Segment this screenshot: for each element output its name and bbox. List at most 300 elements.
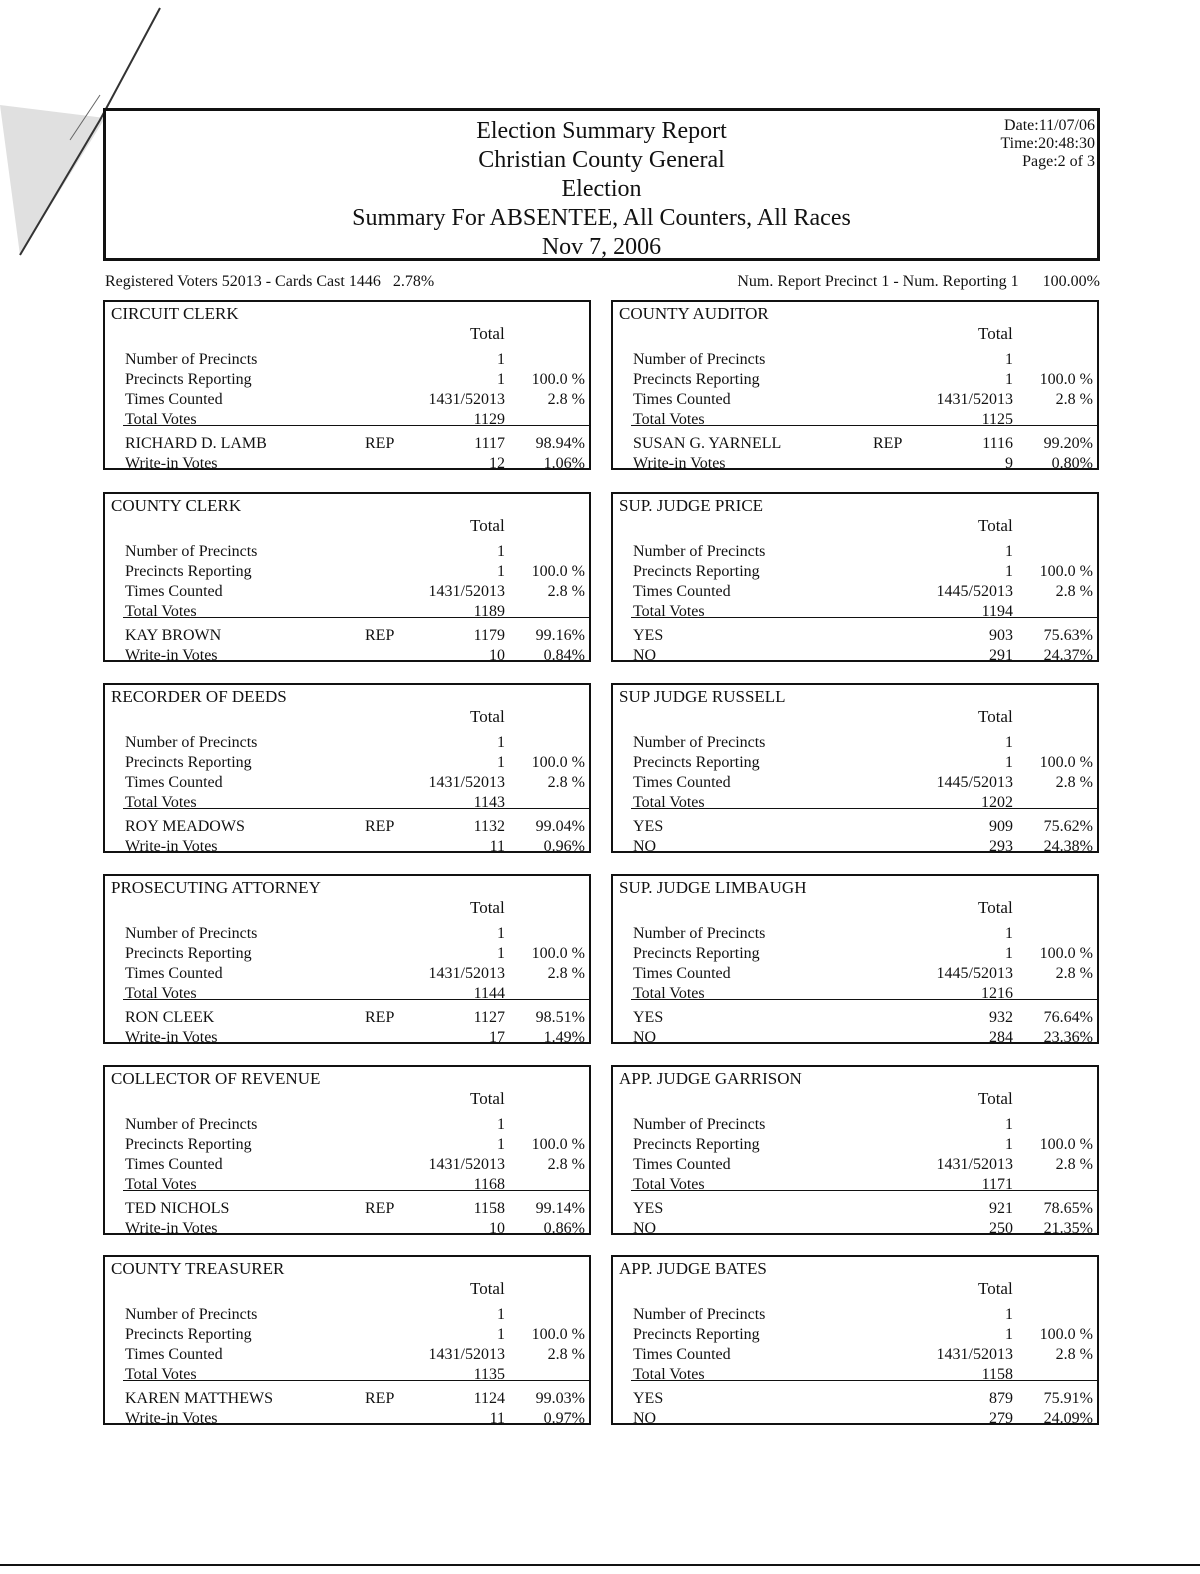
race-title: COUNTY CLERK <box>111 496 242 515</box>
row-value: 1 <box>1005 1326 1013 1343</box>
race-title: COUNTY AUDITOR <box>619 304 769 323</box>
num-precincts-row <box>633 924 1093 944</box>
total-column-header: Total <box>978 707 1013 726</box>
row-value: 1194 <box>981 603 1013 620</box>
candidate-row <box>125 1389 585 1409</box>
party-label: REP <box>873 435 903 452</box>
row-value: 12 <box>489 455 505 472</box>
row-label: Total Votes <box>633 411 705 428</box>
times-counted-row <box>125 1155 585 1175</box>
row-label: Times Counted <box>633 1346 731 1363</box>
total-votes-row <box>633 793 1093 813</box>
row-value: 1127 <box>473 1009 505 1026</box>
row-percent: 21.35% <box>1043 1220 1093 1237</box>
row-label: Write-in Votes <box>125 1029 218 1046</box>
row-percent: 0.84% <box>543 647 585 664</box>
row-value: 1158 <box>473 1200 505 1217</box>
row-label: Times Counted <box>125 774 223 791</box>
candidate-row <box>125 837 585 857</box>
row-value: 17 <box>489 1029 505 1046</box>
row-label: KAY BROWN <box>125 627 222 644</box>
race-box <box>611 1065 1099 1235</box>
row-value: 1132 <box>473 818 505 835</box>
row-label: Total Votes <box>633 1366 705 1383</box>
row-label: Total Votes <box>125 794 197 811</box>
row-percent: 0.80% <box>1051 455 1093 472</box>
results-divider <box>631 425 1097 426</box>
row-label: Total Votes <box>633 603 705 620</box>
row-label: Total Votes <box>633 985 705 1002</box>
row-value: 1 <box>1005 754 1013 771</box>
race-box <box>611 874 1099 1044</box>
race-title: COLLECTOR OF REVENUE <box>111 1069 321 1088</box>
row-percent: 2.8 % <box>1055 1156 1093 1173</box>
row-percent: 76.64% <box>1043 1009 1093 1026</box>
candidate-row <box>633 1389 1093 1409</box>
row-label: YES <box>633 627 664 644</box>
row-value: 1 <box>497 945 505 962</box>
race-box <box>103 683 591 853</box>
row-value: 1445/52013 <box>936 774 1013 791</box>
candidate-row <box>633 1199 1093 1219</box>
total-votes-row <box>125 602 585 622</box>
total-column-header: Total <box>978 1279 1013 1298</box>
candidate-row <box>633 1219 1093 1239</box>
row-percent: 2.8 % <box>547 391 585 408</box>
total-column-header: Total <box>978 324 1013 343</box>
row-percent: 75.63% <box>1043 627 1093 644</box>
row-value: 1 <box>1005 563 1013 580</box>
row-value: 10 <box>489 1220 505 1237</box>
times-counted-row <box>633 964 1093 984</box>
row-label: Number of Precincts <box>125 351 258 368</box>
row-value: 284 <box>989 1029 1013 1046</box>
total-votes-row <box>125 793 585 813</box>
candidate-row <box>633 1409 1093 1429</box>
results-divider <box>123 808 589 809</box>
precincts-reporting-row <box>633 944 1093 964</box>
race-box <box>611 1255 1099 1425</box>
race-title: APP. JUDGE BATES <box>619 1259 767 1278</box>
row-value: 1144 <box>473 985 505 1002</box>
row-percent: 100.0 % <box>531 371 585 388</box>
row-value: 1 <box>1005 371 1013 388</box>
row-label: Times Counted <box>125 1156 223 1173</box>
report-election-name: Christian County General <box>478 147 725 173</box>
times-counted-row <box>633 1155 1093 1175</box>
report-time: Time:20:48:30 <box>1000 135 1095 152</box>
results-divider <box>631 1380 1097 1381</box>
row-value: 1431/52013 <box>428 1346 505 1363</box>
row-percent: 99.04% <box>535 818 585 835</box>
party-label: REP <box>365 1009 395 1026</box>
row-percent: 100.0 % <box>1039 371 1093 388</box>
candidate-row <box>125 646 585 666</box>
num-precincts-row <box>633 1305 1093 1325</box>
row-percent: 100.0 % <box>1039 945 1093 962</box>
row-percent: 2.8 % <box>547 965 585 982</box>
row-percent: 75.91% <box>1043 1390 1093 1407</box>
total-votes-row <box>633 1365 1093 1385</box>
num-precincts-row <box>125 733 585 753</box>
row-value: 1 <box>1005 543 1013 560</box>
num-precincts-row <box>125 1305 585 1325</box>
race-box <box>611 300 1099 470</box>
row-label: Number of Precincts <box>633 734 766 751</box>
candidate-row <box>633 1008 1093 1028</box>
row-percent: 100.0 % <box>531 1326 585 1343</box>
row-label: RICHARD D. LAMB <box>125 435 267 452</box>
row-percent: 2.8 % <box>547 1156 585 1173</box>
row-value: 11 <box>489 1410 505 1427</box>
row-percent: 100.0 % <box>1039 563 1093 580</box>
row-label: Write-in Votes <box>633 455 726 472</box>
race-title: SUP. JUDGE PRICE <box>619 496 764 515</box>
race-title: SUP JUDGE RUSSELL <box>619 687 786 706</box>
party-label: REP <box>365 627 395 644</box>
race-title: CIRCUIT CLERK <box>111 304 239 323</box>
row-label: NO <box>633 647 657 664</box>
row-label: Number of Precincts <box>633 543 766 560</box>
row-percent: 2.8 % <box>1055 774 1093 791</box>
precincts-reporting-row <box>125 370 585 390</box>
race-box <box>103 492 591 662</box>
total-column-header: Total <box>978 898 1013 917</box>
row-percent: 24.09% <box>1043 1410 1093 1427</box>
party-label: REP <box>365 818 395 835</box>
row-value: 1117 <box>474 435 505 452</box>
row-value: 9 <box>1005 455 1013 472</box>
total-column-header: Total <box>470 707 505 726</box>
row-value: 903 <box>989 627 1013 644</box>
row-label: Precincts Reporting <box>125 563 252 580</box>
candidate-row <box>125 454 585 474</box>
row-label: RON CLEEK <box>125 1009 215 1026</box>
row-value: 1 <box>1005 734 1013 751</box>
row-label: NO <box>633 1029 657 1046</box>
row-percent: 100.0 % <box>1039 1136 1093 1153</box>
row-label: Total Votes <box>633 1176 705 1193</box>
report-election-date: Nov 7, 2006 <box>541 234 662 260</box>
race-title: PROSECUTING ATTORNEY <box>111 878 321 897</box>
row-value: 1179 <box>473 627 505 644</box>
row-percent: 98.94% <box>535 435 585 452</box>
row-label: Number of Precincts <box>125 1116 258 1133</box>
row-value: 1 <box>497 1136 505 1153</box>
row-value: 1431/52013 <box>936 1156 1013 1173</box>
row-percent: 24.38% <box>1043 838 1093 855</box>
registered-voters-summary: Registered Voters 52013 - Cards Cast 1446 2.78% <box>105 273 435 290</box>
candidate-row <box>125 1028 585 1048</box>
total-votes-row <box>125 1365 585 1385</box>
row-label: Precincts Reporting <box>633 1136 760 1153</box>
num-precincts-row <box>125 542 585 562</box>
row-value: 1 <box>1005 1116 1013 1133</box>
race-title: COUNTY TREASURER <box>111 1259 285 1278</box>
party-label: REP <box>365 435 395 452</box>
precincts-reporting-row <box>633 370 1093 390</box>
row-value: 1202 <box>981 794 1013 811</box>
candidate-row <box>125 1008 585 1028</box>
row-percent: 0.97% <box>543 1410 585 1427</box>
row-value: 1 <box>497 1116 505 1133</box>
total-column-header: Total <box>470 516 505 535</box>
race-title: RECORDER OF DEEDS <box>111 687 287 706</box>
row-value: 1431/52013 <box>428 965 505 982</box>
candidate-row <box>125 1219 585 1239</box>
candidate-row <box>633 1028 1093 1048</box>
row-label: Total Votes <box>125 411 197 428</box>
candidate-row <box>633 837 1093 857</box>
race-box <box>103 300 591 470</box>
row-label: Times Counted <box>633 391 731 408</box>
row-value: 1171 <box>981 1176 1013 1193</box>
precincts-reporting-row <box>125 753 585 773</box>
row-value: 1431/52013 <box>936 1346 1013 1363</box>
results-divider <box>123 999 589 1000</box>
candidate-row <box>125 817 585 837</box>
report-header <box>103 108 1100 261</box>
total-column-header: Total <box>470 1089 505 1108</box>
party-label: REP <box>365 1200 395 1217</box>
times-counted-row <box>125 390 585 410</box>
precincts-reporting-row <box>633 562 1093 582</box>
results-divider <box>631 999 1097 1000</box>
total-column-header: Total <box>978 1089 1013 1108</box>
row-percent: 100.0 % <box>1039 754 1093 771</box>
row-percent: 1.49% <box>543 1029 585 1046</box>
num-precincts-row <box>125 350 585 370</box>
row-value: 11 <box>489 838 505 855</box>
row-label: Write-in Votes <box>125 1220 218 1237</box>
race-title: SUP. JUDGE LIMBAUGH <box>619 878 807 897</box>
row-label: Precincts Reporting <box>633 371 760 388</box>
race-box <box>103 1065 591 1235</box>
row-value: 10 <box>489 647 505 664</box>
row-percent: 2.8 % <box>547 1346 585 1363</box>
row-label: Number of Precincts <box>125 734 258 751</box>
row-label: Times Counted <box>125 965 223 982</box>
total-votes-row <box>125 984 585 1004</box>
total-column-header: Total <box>470 1279 505 1298</box>
row-label: SUSAN G. YARNELL <box>633 435 782 452</box>
precincts-reporting-row <box>633 753 1093 773</box>
row-percent: 98.51% <box>535 1009 585 1026</box>
row-value: 921 <box>989 1200 1013 1217</box>
total-votes-row <box>125 1175 585 1195</box>
row-label: KAREN MATTHEWS <box>125 1390 273 1407</box>
precincts-reporting-row <box>125 944 585 964</box>
row-label: Number of Precincts <box>633 1116 766 1133</box>
row-value: 1129 <box>473 411 505 428</box>
results-divider <box>123 1190 589 1191</box>
row-label: Precincts Reporting <box>125 754 252 771</box>
total-votes-row <box>633 984 1093 1004</box>
row-label: Write-in Votes <box>125 647 218 664</box>
results-divider <box>123 425 589 426</box>
total-votes-row <box>633 1175 1093 1195</box>
row-percent: 75.62% <box>1043 818 1093 835</box>
race-box <box>611 492 1099 662</box>
row-label: Times Counted <box>633 1156 731 1173</box>
candidate-row <box>125 626 585 646</box>
row-label: Times Counted <box>633 965 731 982</box>
row-percent: 100.0 % <box>531 754 585 771</box>
race-box <box>611 683 1099 853</box>
num-precincts-row <box>125 1115 585 1135</box>
results-divider <box>631 808 1097 809</box>
total-column-header: Total <box>978 516 1013 535</box>
total-votes-row <box>633 602 1093 622</box>
row-percent: 23.36% <box>1043 1029 1093 1046</box>
row-value: 1431/52013 <box>428 391 505 408</box>
row-percent: 99.20% <box>1043 435 1093 452</box>
row-label: Number of Precincts <box>125 925 258 942</box>
row-value: 1116 <box>982 435 1013 452</box>
precincts-reporting-row <box>633 1135 1093 1155</box>
candidate-row <box>633 817 1093 837</box>
candidate-row <box>633 434 1093 454</box>
times-counted-row <box>125 964 585 984</box>
row-label: Precincts Reporting <box>633 563 760 580</box>
row-label: YES <box>633 818 664 835</box>
row-value: 1431/52013 <box>428 583 505 600</box>
row-value: 1124 <box>473 1390 505 1407</box>
report-date: Date:11/07/06 <box>1004 117 1095 134</box>
row-percent: 100.0 % <box>1039 1326 1093 1343</box>
report-page: Page:2 of 3 <box>1022 153 1095 170</box>
row-percent: 2.8 % <box>1055 965 1093 982</box>
row-label: Number of Precincts <box>633 351 766 368</box>
row-value: 1189 <box>473 603 505 620</box>
row-value: 1 <box>497 543 505 560</box>
row-value: 1158 <box>981 1366 1013 1383</box>
results-divider <box>123 1380 589 1381</box>
row-label: YES <box>633 1009 664 1026</box>
row-value: 1 <box>497 754 505 771</box>
times-counted-row <box>125 773 585 793</box>
row-label: Precincts Reporting <box>125 371 252 388</box>
party-label: REP <box>365 1390 395 1407</box>
row-label: TED NICHOLS <box>125 1200 230 1217</box>
row-value: 293 <box>989 838 1013 855</box>
num-precincts-row <box>633 733 1093 753</box>
report-meta <box>1000 117 1095 171</box>
row-label: Precincts Reporting <box>633 754 760 771</box>
candidate-row <box>125 434 585 454</box>
row-label: Total Votes <box>125 1366 197 1383</box>
times-counted-row <box>125 1345 585 1365</box>
row-label: Write-in Votes <box>125 838 218 855</box>
row-label: YES <box>633 1200 664 1217</box>
row-percent: 100.0 % <box>531 945 585 962</box>
row-label: Total Votes <box>125 985 197 1002</box>
race-title: APP. JUDGE GARRISON <box>619 1069 802 1088</box>
row-label: Number of Precincts <box>633 925 766 942</box>
row-percent: 2.8 % <box>547 774 585 791</box>
row-label: Times Counted <box>125 1346 223 1363</box>
row-value: 1216 <box>981 985 1013 1002</box>
row-value: 1125 <box>981 411 1013 428</box>
row-percent: 0.96% <box>543 838 585 855</box>
row-label: Precincts Reporting <box>125 1136 252 1153</box>
total-votes-row <box>125 410 585 430</box>
row-label: Number of Precincts <box>125 543 258 560</box>
row-value: 1 <box>497 351 505 368</box>
row-percent: 100.0 % <box>531 563 585 580</box>
row-label: NO <box>633 838 657 855</box>
row-value: 1 <box>497 734 505 751</box>
results-divider <box>123 617 589 618</box>
row-value: 1 <box>1005 925 1013 942</box>
row-percent: 24.37% <box>1043 647 1093 664</box>
row-value: 1445/52013 <box>936 965 1013 982</box>
row-percent: 99.14% <box>535 1200 585 1217</box>
row-label: Total Votes <box>633 794 705 811</box>
results-divider <box>631 1190 1097 1191</box>
row-value: 932 <box>989 1009 1013 1026</box>
precincts-reporting-row <box>125 1325 585 1345</box>
precincts-reporting-row <box>633 1325 1093 1345</box>
row-value: 1143 <box>473 794 505 811</box>
total-column-header: Total <box>470 324 505 343</box>
row-value: 1 <box>497 925 505 942</box>
times-counted-row <box>633 582 1093 602</box>
candidate-row <box>633 626 1093 646</box>
report-election-word: Election <box>561 176 642 202</box>
candidate-row <box>633 454 1093 474</box>
row-percent: 2.8 % <box>1055 1346 1093 1363</box>
row-value: 1431/52013 <box>428 1156 505 1173</box>
row-label: Number of Precincts <box>125 1306 258 1323</box>
row-value: 909 <box>989 818 1013 835</box>
row-value: 1 <box>497 1306 505 1323</box>
total-column-header: Total <box>470 898 505 917</box>
row-value: 1 <box>1005 945 1013 962</box>
row-value: 1 <box>1005 1306 1013 1323</box>
total-votes-row <box>633 410 1093 430</box>
times-counted-row <box>633 390 1093 410</box>
row-label: Times Counted <box>633 774 731 791</box>
race-box <box>103 1255 591 1425</box>
report-title: Election Summary Report <box>476 118 727 144</box>
row-percent: 2.8 % <box>547 583 585 600</box>
row-percent: 99.16% <box>535 627 585 644</box>
num-precincts-row <box>633 542 1093 562</box>
row-percent: 2.8 % <box>1055 583 1093 600</box>
row-label: Precincts Reporting <box>125 1326 252 1343</box>
row-label: Write-in Votes <box>125 1410 218 1427</box>
row-percent: 0.86% <box>543 1220 585 1237</box>
candidate-row <box>125 1199 585 1219</box>
row-label: Times Counted <box>633 583 731 600</box>
row-value: 1431/52013 <box>428 774 505 791</box>
race-box <box>103 874 591 1044</box>
num-precincts-row <box>633 1115 1093 1135</box>
precincts-reporting-row <box>125 562 585 582</box>
row-value: 1135 <box>473 1366 505 1383</box>
report-summary-scope: Summary For ABSENTEE, All Counters, All Races <box>352 205 851 231</box>
row-label: Precincts Reporting <box>633 945 760 962</box>
times-counted-row <box>125 582 585 602</box>
num-precincts-row <box>633 350 1093 370</box>
row-percent: 78.65% <box>1043 1200 1093 1217</box>
row-percent: 2.8 % <box>1055 391 1093 408</box>
times-counted-row <box>633 1345 1093 1365</box>
results-divider <box>631 617 1097 618</box>
row-label: Times Counted <box>125 583 223 600</box>
row-label: Total Votes <box>125 1176 197 1193</box>
